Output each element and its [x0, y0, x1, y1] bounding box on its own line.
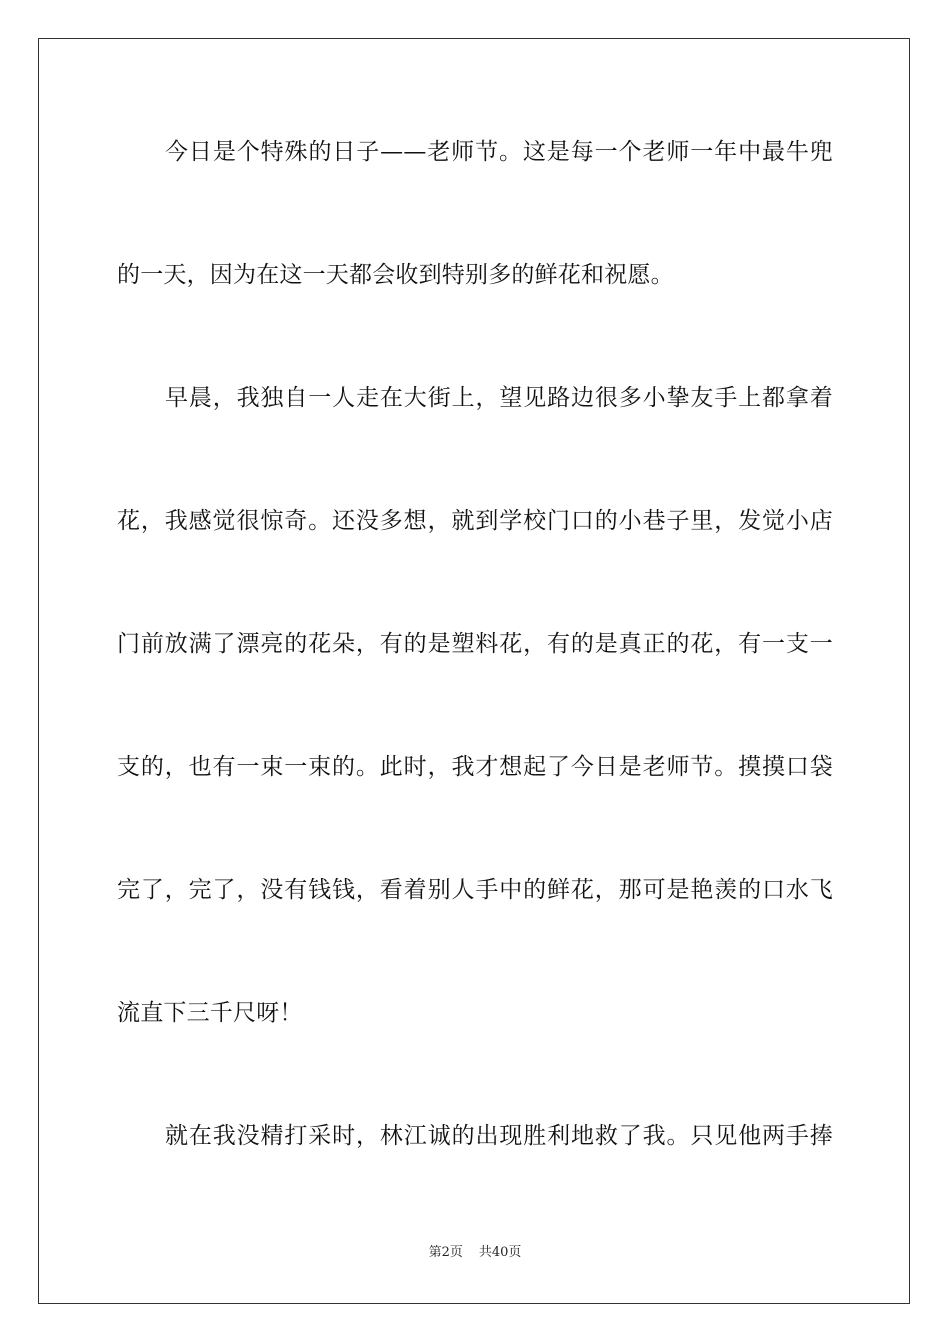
paragraph-2-line-5: 完了，完了，没有钱钱，看着别人手中的鲜花，那可是艳羡的口水飞 — [117, 877, 833, 903]
paragraph-2-line-2: 花，我感觉很惊奇。还没多想，就到学校门口的小巷子里，发觉小店 — [117, 508, 833, 534]
page-footer — [0, 1244, 950, 1262]
paragraph-2-line-4: 支的，也有一束一束的。此时，我才想起了今日是老师节。摸摸口袋 — [117, 754, 833, 780]
paragraph-2-line-3: 门前放满了漂亮的花朵，有的是塑料花，有的是真正的花，有一支一 — [117, 631, 833, 657]
paragraph-2-line-6: 流直下三千尺呀！ — [117, 1000, 303, 1026]
paragraph-2-line-1: 早晨，我独自一人走在大街上，望见路边很多小挚友手上都拿着 — [165, 385, 833, 411]
page-border — [38, 38, 910, 1304]
page-number-current: 第2页 — [428, 1245, 463, 1260]
page-number-total: 共40页 — [478, 1245, 522, 1260]
paragraph-3-line-1: 就在我没精打采时，林江诚的出现胜利地救了我。只见他两手捧 — [165, 1123, 833, 1149]
paragraph-1-line-1: 今日是个特殊的日子——老师节。这是每一个老师一年中最牛兜 — [165, 139, 833, 165]
paragraph-1-line-2: 的一天，因为在这一天都会收到特别多的鲜花和祝愿。 — [117, 262, 674, 288]
